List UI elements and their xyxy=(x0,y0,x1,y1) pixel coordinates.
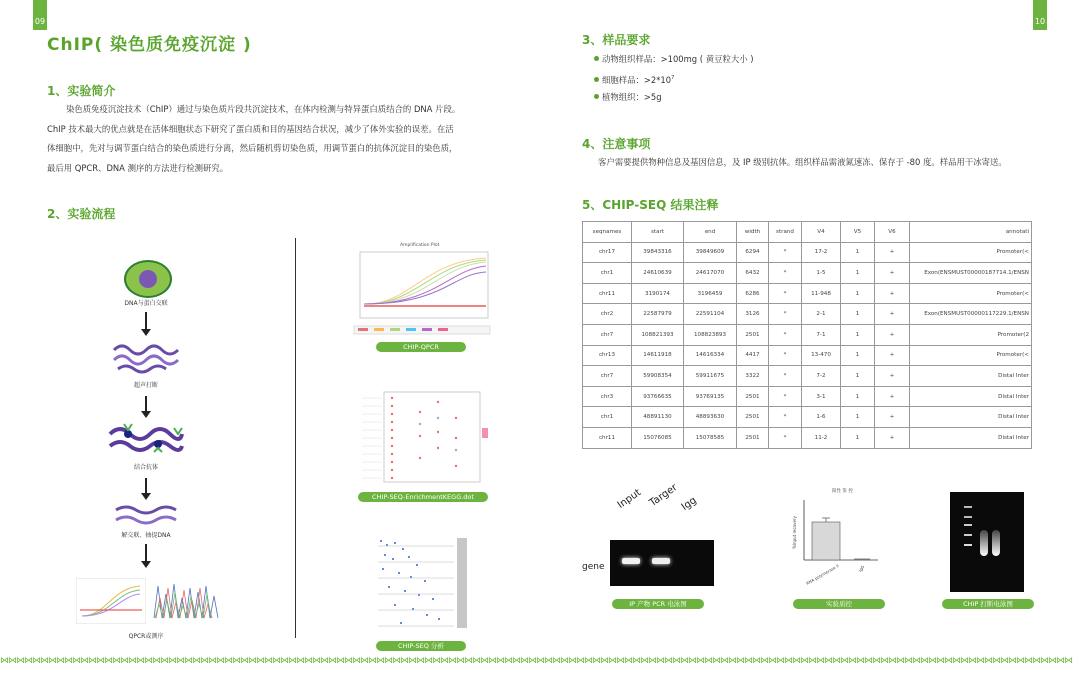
flow-arrow-icon xyxy=(145,478,147,494)
cell-nucleus-icon xyxy=(124,260,172,298)
qc-bar-chart xyxy=(798,496,884,566)
table-header-row xyxy=(583,222,1032,243)
ip-pcr-gel-figure xyxy=(582,482,722,592)
table-row: chr13 14611918 14616334 4417 * 13-470 1 + Promoter(< xyxy=(583,345,1032,366)
caption-enrichment-kegg: CHIP-SEQ-EnrichmentKEGG.dot xyxy=(358,492,488,502)
sample-item: 植物组织：>5g xyxy=(594,88,754,107)
table-row: chr17 39843316 39849609 6294 * 17-2 1 + Promoter(< xyxy=(583,242,1032,263)
column-header: strand xyxy=(769,222,802,243)
qc-chart-ylabel: %Input recovery xyxy=(791,516,797,549)
column-header: annotati xyxy=(910,222,1032,243)
caption-chipseq-analysis: CHIP-SEQ 分析 xyxy=(376,641,466,651)
sample-item: 细胞样品：$>2*10^7$ xyxy=(594,69,754,88)
table-row: chr11 15076085 15078585 2501 * 11-2 1 + Distal Inter xyxy=(583,427,1032,448)
notes-text: 客户需要提供物种信息及基因信息，及 IP 级别抗体。组织样品需液氮速冻、保存于 -80 度。样品用干冰寄送。 xyxy=(598,157,1007,167)
page-number-left: 09 xyxy=(33,0,47,30)
results-table xyxy=(582,221,1032,449)
column-header: start xyxy=(632,222,684,243)
table-row: chr7 59908354 59911675 3322 * 7-2 1 + Distal Inter xyxy=(583,366,1032,387)
table-row: chr2 22587979 22591104 3126 * 2-1 1 + Exon(ENSMUST00000117229.1/ENSN xyxy=(583,304,1032,325)
page-title: ChIP( 染色质免疫沉淀 ) xyxy=(47,35,252,55)
caption-qc: 实验质控 xyxy=(793,599,885,609)
intro-line: 染色质免疫沉淀技术（ChIP）通过与染色质片段共沉淀技术，在体内检测与特异蛋白质结合的 DNA 片段。 xyxy=(66,104,461,114)
column-header: seqnames xyxy=(583,222,632,243)
intro-line: ChIP 技术最大的优点就是在活体细胞状态下研究了蛋白质和目的基因结合状况，减少了体外实验的误差。在活 xyxy=(47,123,454,134)
gel-image xyxy=(610,540,714,586)
footer-pattern: ⋈⋈⋈⋈⋈⋈⋈⋈⋈⋈⋈⋈⋈⋈⋈⋈⋈⋈⋈⋈⋈⋈⋈⋈⋈⋈⋈⋈⋈⋈⋈⋈⋈⋈⋈⋈⋈⋈⋈⋈⋈⋈⋈⋈⋈⋈⋈⋈⋈⋈⋈⋈⋈⋈⋈⋈⋈⋈⋈⋈⋈⋈⋈⋈⋈⋈⋈⋈⋈⋈⋈⋈⋈⋈⋈⋈⋈⋈⋈⋈⋈⋈⋈⋈⋈⋈⋈⋈⋈⋈⋈⋈⋈⋈⋈⋈⋈⋈⋈⋈⋈⋈⋈⋈⋈⋈⋈⋈⋈⋈⋈⋈⋈⋈⋈⋈⋈⋈⋈⋈⋈⋈⋈⋈⋈⋈⋈⋈⋈⋈⋈⋈⋈⋈ xyxy=(0,656,1072,666)
caption-chip-qpcr: CHIP-QPCR xyxy=(376,342,466,352)
gel-lane-label: Igg xyxy=(679,495,699,513)
section-intro-text xyxy=(47,100,517,178)
kegg-dot-plot xyxy=(356,388,490,486)
shearing-gel-image xyxy=(950,492,1024,592)
flow-step-label: DNA与蛋白交联 xyxy=(124,300,168,307)
column-header: width xyxy=(737,222,769,243)
column-header: end xyxy=(684,222,737,243)
column-header: V4 xyxy=(802,222,841,243)
table-row: chr11 3190174 3196459 6286 * 11-948 1 + Promoter(< xyxy=(583,283,1032,304)
table-row: chr7 108821393 108823893 2501 * 7-1 1 + Promoter(2 xyxy=(583,324,1032,345)
divider xyxy=(295,238,296,638)
flow-step-label: 超声打断 xyxy=(133,382,158,389)
qc-chart-title: 阳性 鉴 控 xyxy=(832,489,853,494)
gel-row-label: gene xyxy=(582,562,605,572)
section-results-heading: 5、CHIP-SEQ 结果注释 xyxy=(582,198,719,212)
table-row: chr1 24610639 24617070 6432 * 1-5 1 + Exon(ENSMUST00000187714.1/ENSN xyxy=(583,263,1032,284)
flow-step-label: 解交联、抽提DNA xyxy=(121,532,171,539)
gel-lane-label: Input xyxy=(615,487,644,511)
section-intro-heading: 1、实验简介 xyxy=(47,84,116,98)
flow-arrow-icon xyxy=(145,544,147,562)
sequencing-thumbnail xyxy=(152,578,220,624)
intro-line: 体细胞中，先对与调节蛋白结合的染色质进行分离，然后随机剪切染色质，用调节蛋白的抗体沉淀目的染色质， xyxy=(47,143,458,153)
table-row: chr3 93766635 93769135 2501 * 3-1 1 + Distal Inter xyxy=(583,386,1032,407)
caption-shearing-gel: CHIP 打断电泳图 xyxy=(942,599,1034,609)
caption-ip-pcr: IP 产物 PCR 电泳图 xyxy=(612,599,704,609)
qc-bar-figure xyxy=(786,486,886,594)
column-header: V5 xyxy=(841,222,875,243)
section-workflow-heading: 2、实验流程 xyxy=(47,207,116,221)
flow-arrow-icon xyxy=(145,312,147,330)
flow-arrow-icon xyxy=(145,396,147,412)
sheared-chromatin-icon xyxy=(112,340,180,374)
table-row: chr1 48891130 48893630 2501 * 1-6 1 + Distal Inter xyxy=(583,407,1032,428)
gel-lane-label: Targer xyxy=(647,482,680,509)
sample-item: 动物组织样品：>100mg ( 黄豆粒大小 ) xyxy=(594,50,754,69)
column-header: V6 xyxy=(875,222,910,243)
chipseq-analysis-plot xyxy=(374,534,470,632)
section-notes-heading: 4、注意事项 xyxy=(582,137,651,151)
amplification-plot xyxy=(352,244,492,340)
intro-line: 最后用 QPCR、DNA 测序的方法进行检测研究。 xyxy=(47,162,229,173)
flow-step-label: 结合抗体 xyxy=(133,464,158,471)
page-number-right: 10 xyxy=(1033,0,1047,30)
amplification-plot-title: Amplification Plot xyxy=(400,243,440,248)
flow-step-label: QPCR或测序 xyxy=(128,633,164,640)
qc-xlabel: RNA polymerase II xyxy=(805,563,840,586)
sample-list xyxy=(594,50,754,107)
purified-dna-icon xyxy=(114,502,178,528)
qpcr-thumbnail xyxy=(76,578,146,624)
antibody-binding-icon xyxy=(108,420,184,456)
section-sample-heading: 3、样品要求 xyxy=(582,33,651,47)
qc-xlabel: IgG xyxy=(857,564,866,573)
